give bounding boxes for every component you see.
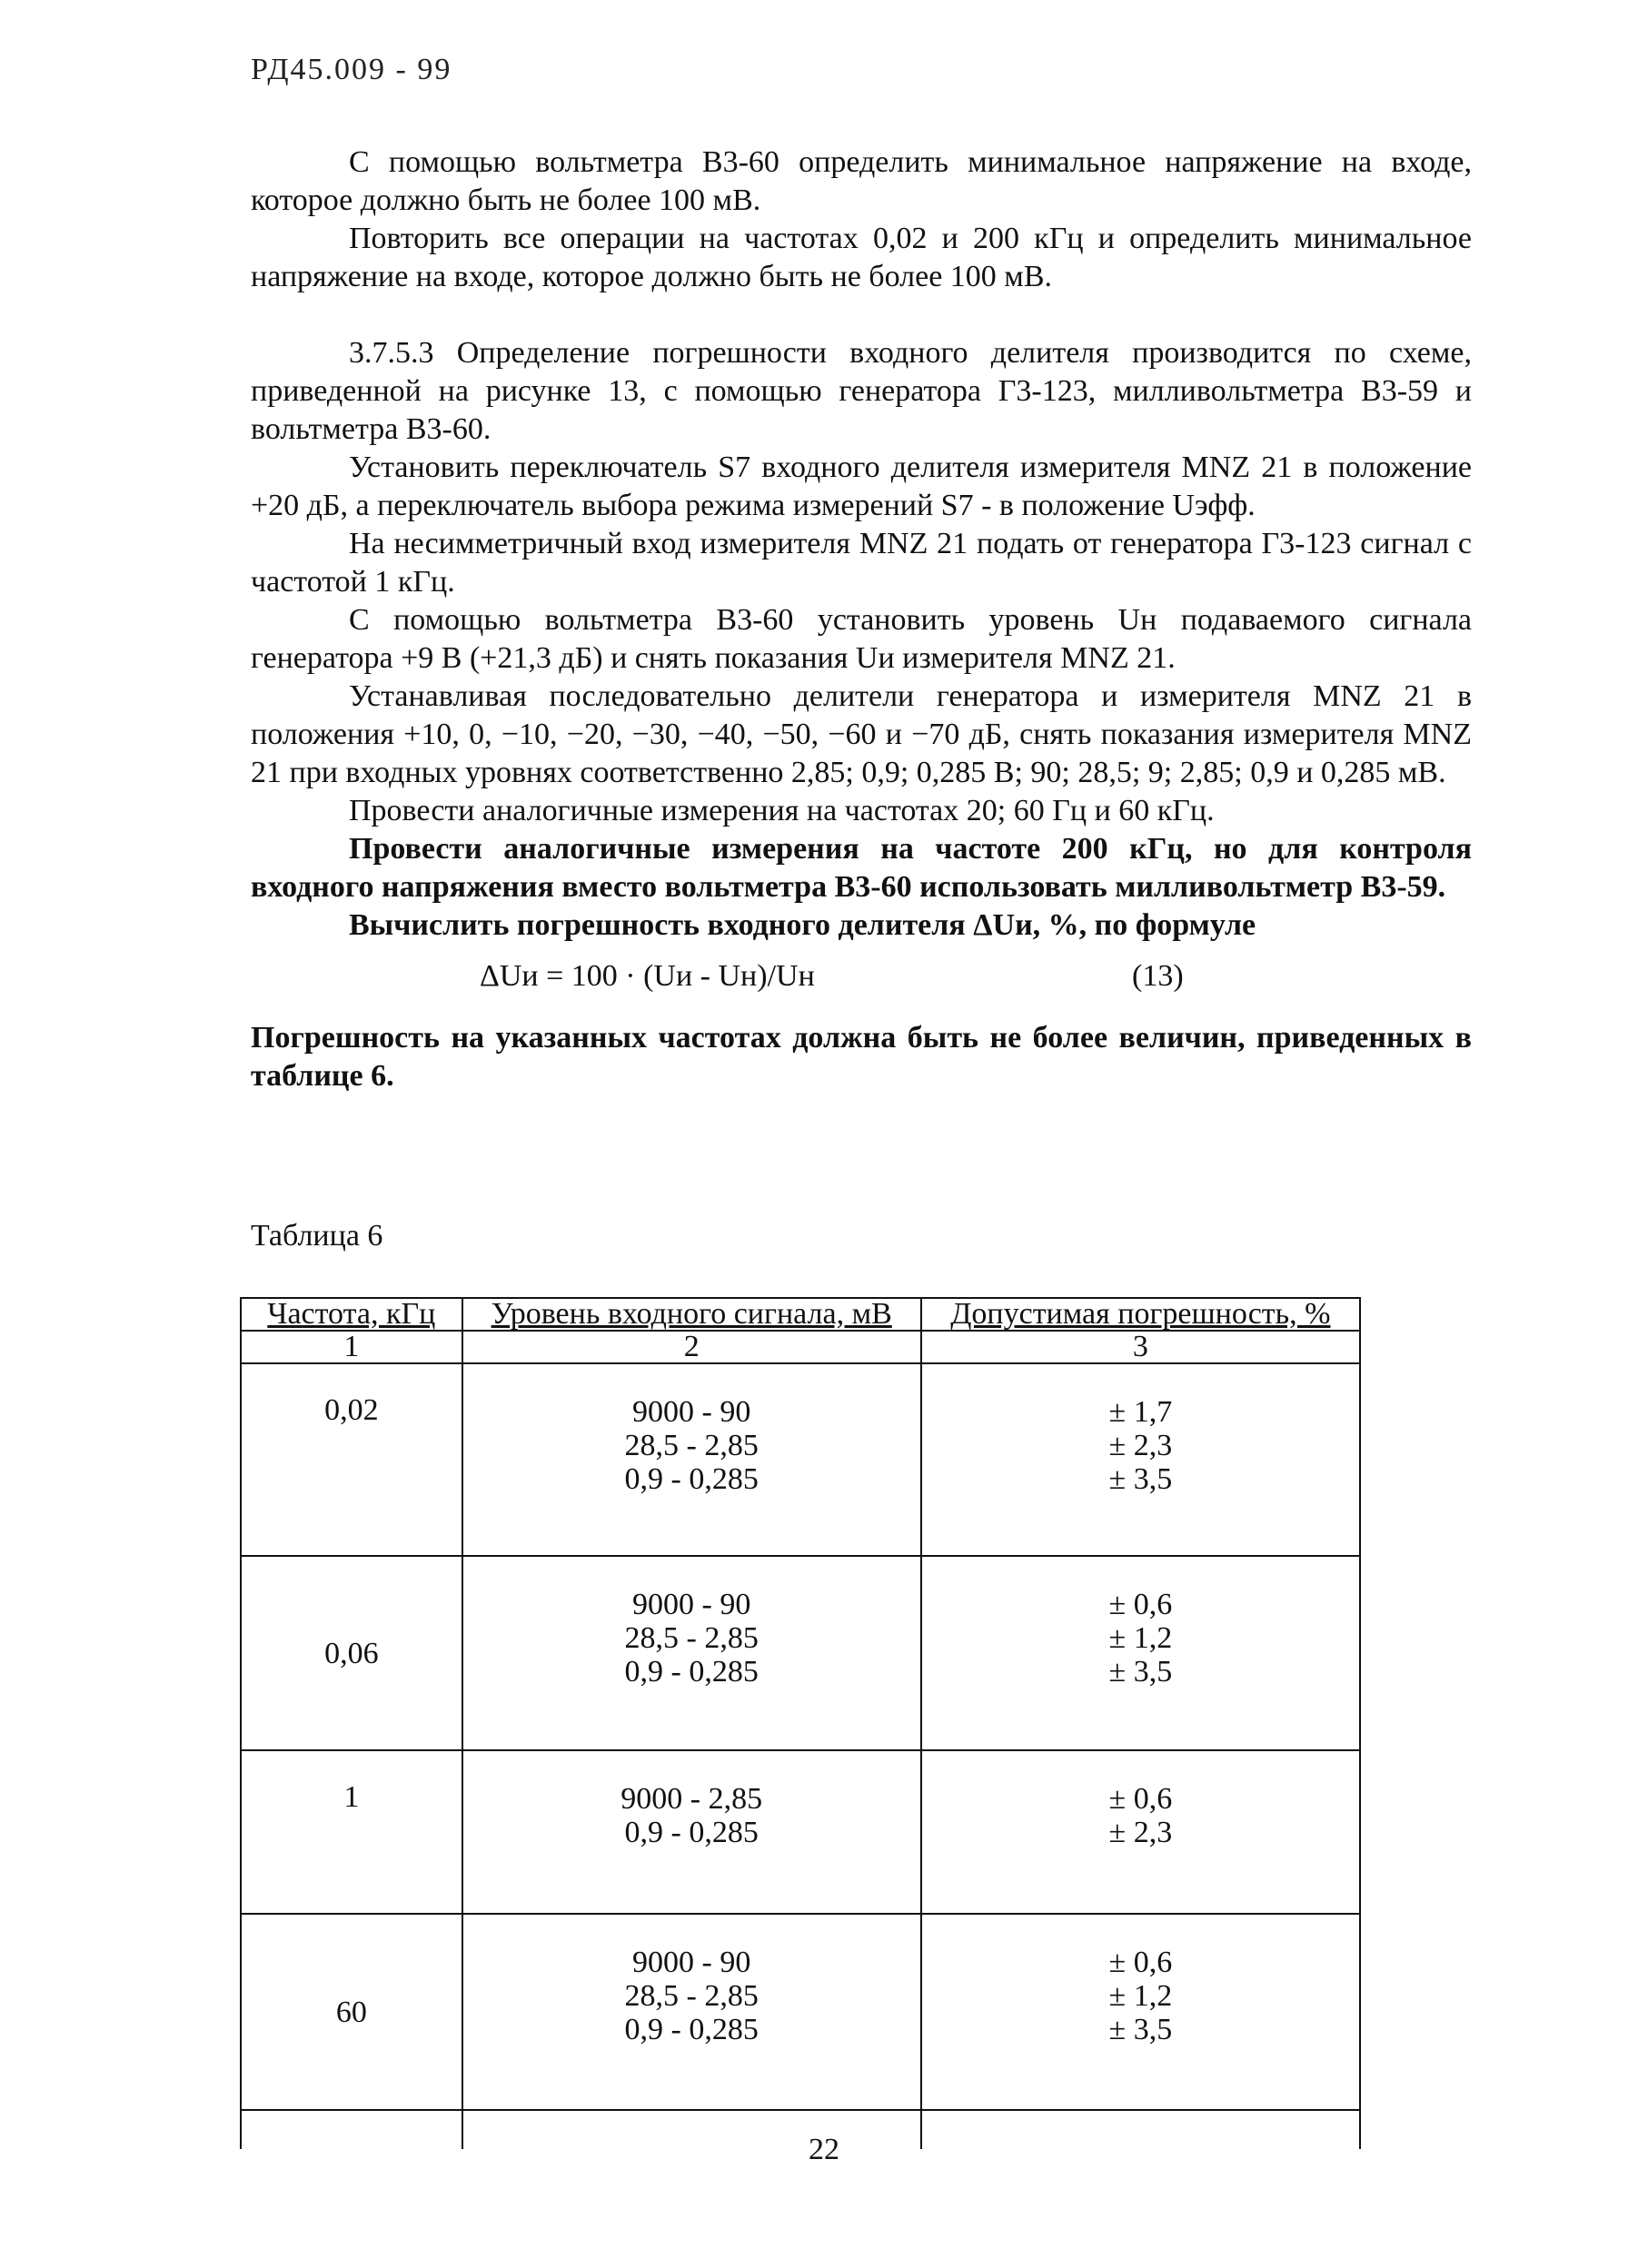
column-number: 2 (462, 1331, 921, 1363)
frequency-cell: 0,02 (241, 1363, 462, 1556)
formula-expression: ΔUи = 100 · (Uи - Uн)/Uн (480, 959, 815, 993)
conclusion-paragraph: Погрешность на указанных частотах должна быть не более величин, приведенных в таблице 6. (251, 1021, 1472, 1093)
column-number: 3 (921, 1331, 1360, 1363)
frequency-cell: 60 (241, 1914, 462, 2110)
document-code-header: РД45.009 - 99 (251, 53, 452, 86)
error-value: ± 3,5 (1108, 1462, 1173, 1496)
level-cell (462, 1363, 921, 1556)
error-value: ± 3,5 (1108, 2013, 1173, 2046)
body-text (251, 144, 1472, 1095)
error-value: ± 2,3 (1108, 1816, 1173, 1849)
error-value: ± 1,2 (1108, 1979, 1173, 2013)
table-row (241, 1914, 1360, 2110)
table-row (241, 1750, 1360, 1914)
paragraph: Повторить все операции на частотах 0,02 и 200 кГц и определить минимальное напряжение на входе, которое должно быть не более 100 мВ. (251, 222, 1472, 293)
level-value: 0,9 - 0,285 (624, 1655, 759, 1689)
level-value: 9000 - 90 (632, 1588, 751, 1621)
frequency-cell: 0,06 (241, 1556, 462, 1750)
error-cell (921, 1750, 1360, 1914)
table-row (241, 1556, 1360, 1750)
error-value: ± 2,3 (1108, 1429, 1173, 1462)
paragraph: Установить переключатель S7 входного делителя измерителя MNZ 21 в положение +20 дБ, а переключатель выбора режима измерений S7 - в положение Uэфф. (251, 451, 1472, 522)
paragraph: Провести аналогичные измерения на частотах 20; 60 Гц и 60 кГц. (349, 794, 1215, 827)
column-number: 1 (241, 1331, 462, 1363)
paragraph: Вычислить погрешность входного делителя ΔUи, %, по формуле (349, 908, 1256, 942)
level-value: 28,5 - 2,85 (624, 1429, 759, 1462)
level-value: 0,9 - 0,285 (624, 1816, 759, 1849)
paragraph: Устанавливая последовательно делители генератора и измерителя MNZ 21 в положения +10, 0, −10, −20, −30, −40, −50, −60 и −70 дБ, снять показания измерителя MNZ 21 при входных уровнях соответственно 2,85; 0,9; 0,285 В; 90; 28,5; 9; 2,85; 0,9 и 0,285 мВ. (251, 679, 1472, 789)
table-row (241, 1363, 1360, 1556)
error-value: ± 0,6 (1108, 1946, 1173, 1979)
page-number: 22 (809, 2133, 839, 2166)
error-value: ± 1,7 (1108, 1395, 1173, 1429)
level-value: 0,9 - 0,285 (624, 1462, 759, 1496)
level-cell (462, 1556, 921, 1750)
error-value: ± 1,2 (1108, 1621, 1173, 1655)
level-value: 0,9 - 0,285 (624, 2013, 759, 2046)
table-caption: Таблица 6 (251, 1219, 383, 1253)
table-6 (240, 1297, 1361, 2149)
level-value: 9000 - 90 (632, 1395, 751, 1429)
level-value: 28,5 - 2,85 (624, 1979, 759, 2013)
header-allowed-error: Допустимая погрешность, % (921, 1298, 1360, 1331)
header-frequency: Частота, кГц (241, 1298, 462, 1331)
error-value: ± 0,6 (1108, 1782, 1173, 1816)
error-cell (921, 1914, 1360, 2110)
error-cell (921, 1363, 1360, 1556)
formula-number: (13) (1132, 959, 1184, 993)
level-value: 28,5 - 2,85 (624, 1621, 759, 1655)
header-input-level: Уровень входного сигнала, мВ (462, 1298, 921, 1331)
formula (251, 957, 1472, 999)
paragraph: На несимметричный вход измерителя MNZ 21 подать от генератора Г3-123 сигнал с частотой 1 кГц. (251, 527, 1472, 599)
paragraph: С помощью вольтметра В3-60 установить уровень Uн подаваемого сигнала генератора +9 В (+21,3 дБ) и снять показания Uи измерителя MNZ 21. (251, 603, 1472, 675)
paragraph: Провести аналогичные измерения на частоте 200 кГц, но для контроля входного напряжения вместо вольтметра В3-60 использовать милливольтметр В3-59. (251, 832, 1472, 904)
frequency-cell: 1 (241, 1750, 462, 1914)
error-cell (921, 1556, 1360, 1750)
paragraph: С помощью вольтметра В3-60 определить минимальное напряжение на входе, которое должно быть не более 100 мВ. (251, 145, 1472, 217)
error-value: ± 0,6 (1108, 1588, 1173, 1621)
paragraph: 3.7.5.3 Определение погрешности входного делителя производится по схеме, приведенной на рисунке 13, с помощью генератора Г3-123, милливольтметра В3-59 и вольтметра В3-60. (251, 336, 1472, 446)
level-value: 9000 - 90 (632, 1946, 751, 1979)
level-value: 9000 - 2,85 (620, 1782, 763, 1816)
level-cell (462, 1914, 921, 2110)
error-value: ± 3,5 (1108, 1655, 1173, 1689)
level-cell (462, 1750, 921, 1914)
